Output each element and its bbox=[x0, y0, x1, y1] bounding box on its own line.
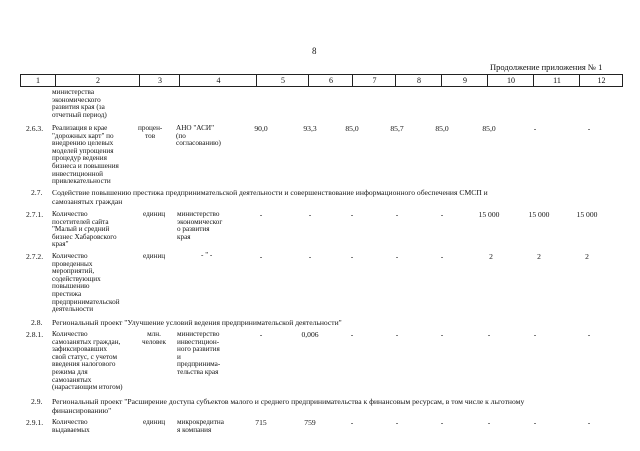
row-2-8-1-col-11: - bbox=[533, 330, 537, 339]
header-col-4: 4 bbox=[179, 75, 257, 86]
header-col-10: 10 bbox=[487, 75, 534, 86]
row-2-6-3-col-10: 85,0 bbox=[482, 124, 496, 133]
row-2-9-1-unit: единиц bbox=[143, 418, 166, 426]
row-2-7-2-col-11: 2 bbox=[537, 252, 541, 261]
header-col-7: 7 bbox=[352, 75, 396, 86]
row-2-6-3-indicator: Реализация в крае "дорожных карт" по внедрению целевых моделей упрощения процедур ведения бизнеса и повышения инвестиционной привлекательности bbox=[52, 124, 119, 186]
row-2-9-1-col-5: 715 bbox=[255, 418, 267, 427]
row-2-6-3-col-9: 85,0 bbox=[435, 124, 449, 133]
row-2-7-1-col-11: 15 000 bbox=[528, 210, 550, 219]
row-2-6-3-col-12: - bbox=[587, 124, 591, 133]
section-2-7-title: Содействие повышению престижа предпринимательской деятельности и совершенствование информационного обеспечения СМСП и самозанятых граждан bbox=[52, 188, 488, 206]
row-2-6-3-responsible: АНО "АСИ" (по согласованию) bbox=[176, 124, 221, 148]
header-col-8: 8 bbox=[395, 75, 442, 86]
continuation-label: Продолжение приложения № 1 bbox=[490, 62, 603, 72]
carryover-indicator-text: министерства экономического развития края (за отчетный период) bbox=[52, 88, 107, 119]
row-2-7-2-col-7: - bbox=[350, 252, 354, 261]
row-2-7-2-col-12: 2 bbox=[585, 252, 589, 261]
header-col-1: 1 bbox=[36, 76, 40, 85]
row-2-8-1-col-8: - bbox=[395, 330, 399, 339]
row-2-7-1-number: 2.7.1. bbox=[26, 210, 44, 219]
header-col-6: 6 bbox=[308, 75, 353, 86]
row-2-7-1-col-12: 15 000 bbox=[576, 210, 598, 219]
row-2-6-3-col-6: 93,3 bbox=[303, 124, 317, 133]
row-2-8-1-col-12: - bbox=[587, 330, 591, 339]
row-2-8-1-col-9: - bbox=[440, 330, 444, 339]
row-2-6-3-col-7: 85,0 bbox=[345, 124, 359, 133]
row-2-7-2-responsible: - " - bbox=[201, 251, 213, 259]
header-col-3: 3 bbox=[139, 75, 180, 86]
row-2-8-1-number: 2.8.1. bbox=[26, 330, 44, 339]
row-2-7-2-unit: единиц bbox=[143, 252, 166, 260]
row-2-8-1-col-5: - bbox=[259, 330, 263, 339]
row-2-6-3-col-8: 85,7 bbox=[390, 124, 404, 133]
row-2-6-3-col-11: - bbox=[533, 124, 537, 133]
row-2-7-1-col-10: 15 000 bbox=[478, 210, 500, 219]
header-col-9: 9 bbox=[441, 75, 488, 86]
row-2-8-1-col-7: - bbox=[350, 330, 354, 339]
row-2-7-1-indicator: Количество посетителей сайта "Малый и средний бизнес Хабаровского края" bbox=[52, 210, 117, 249]
row-2-6-3-col-5: 90,0 bbox=[254, 124, 268, 133]
row-2-7-1-col-6: - bbox=[308, 210, 312, 219]
row-2-9-1-responsible: микрокредитна я компания bbox=[177, 418, 224, 434]
row-2-7-2-col-5: - bbox=[259, 252, 263, 261]
section-2-7-number: 2.7. bbox=[31, 188, 43, 197]
header-col-12: 12 bbox=[579, 75, 623, 86]
row-2-9-1-col-9: - bbox=[440, 418, 444, 427]
header-col-5: 5 bbox=[256, 75, 309, 86]
row-2-9-1-col-10: - bbox=[487, 418, 491, 427]
row-2-9-1-col-11: - bbox=[533, 418, 537, 427]
row-2-6-3-number: 2.6.3. bbox=[26, 124, 44, 133]
row-2-7-1-responsible: министерство экономическог о развития края bbox=[177, 210, 223, 241]
row-2-7-1-unit: единиц bbox=[143, 210, 166, 218]
column-number-header bbox=[20, 74, 623, 87]
row-2-8-1-col-6: 0,006 bbox=[301, 330, 319, 339]
row-2-8-1-col-10: - bbox=[487, 330, 491, 339]
row-2-7-2-col-8: - bbox=[395, 252, 399, 261]
page-number: 8 bbox=[312, 46, 317, 56]
section-2-8-number: 2.8. bbox=[31, 318, 43, 327]
row-2-7-1-col-8: - bbox=[395, 210, 399, 219]
row-2-7-2-col-6: - bbox=[308, 252, 312, 261]
row-2-9-1-col-6: 759 bbox=[304, 418, 316, 427]
row-2-8-1-unit: млн. человек bbox=[142, 330, 167, 346]
row-2-7-2-indicator: Количество проведенных мероприятий, содействующих повышению престижа предпринимательской деятельности bbox=[52, 252, 120, 314]
row-2-9-1-col-8: - bbox=[395, 418, 399, 427]
row-2-7-1-col-7: - bbox=[350, 210, 354, 219]
row-2-7-2-col-10: 2 bbox=[489, 252, 493, 261]
row-2-8-1-responsible: министерство инвестицион- ного развития и предпринима- тельства края bbox=[177, 330, 221, 376]
row-2-9-1-number: 2.9.1. bbox=[26, 418, 44, 427]
section-2-9-title: Региональный проект "Расширение доступа субъектов малого и среднего предпринимательства к финансовым ресурсам, в том числе к льготному финансированию" bbox=[52, 397, 525, 415]
row-2-9-1-col-7: - bbox=[350, 418, 354, 427]
header-col-2: 2 bbox=[55, 75, 140, 86]
header-col-11: 11 bbox=[533, 75, 580, 86]
row-2-9-1-indicator: Количество выдаваемых bbox=[52, 418, 90, 434]
row-2-9-1-col-12: - bbox=[587, 418, 591, 427]
row-2-7-1-col-5: - bbox=[259, 210, 263, 219]
section-2-8-title: Региональный проект "Улучшение условий ведения предпринимательской деятельности" bbox=[52, 318, 342, 327]
section-2-9-number: 2.9. bbox=[31, 397, 43, 406]
row-2-6-3-unit: процен- тов bbox=[138, 124, 163, 140]
row-2-7-2-col-9: - bbox=[440, 252, 444, 261]
row-2-7-2-number: 2.7.2. bbox=[26, 252, 44, 261]
row-2-8-1-indicator: Количество самозанятых граждан, зафиксировавших свой статус, с учетом введения налогового режима для самозанятых (нарастающим итогом) bbox=[52, 330, 123, 392]
row-2-7-1-col-9: - bbox=[440, 210, 444, 219]
